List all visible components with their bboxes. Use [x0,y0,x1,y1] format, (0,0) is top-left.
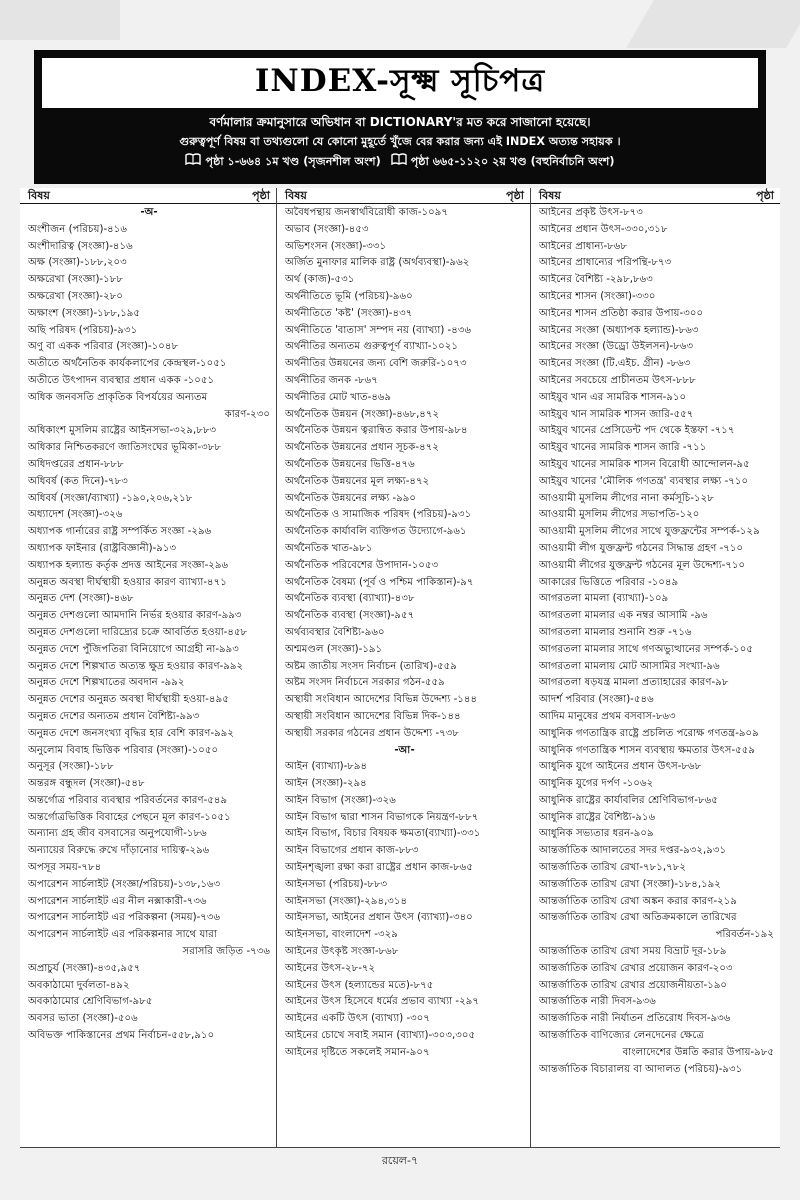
part-2-range [391,152,615,172]
index-entry: অবসর ভাতা (সংজ্ঞা)-৫০৬ [28,1013,138,1025]
index-entry: আইন বিভাগ দ্বারা শাসন বিভাগকে নিয়ন্ত্রণ-৮৮৭ [285,811,479,823]
index-entry: অর্থনৈতিক কার্যাবলি ব্যক্তিগত উদ্যোগে-৯৬১ [285,526,467,538]
index-entry: অপারেশন সার্চলাইট এর পরিকল্পনা (সময়)-৭৩৬ [28,912,221,924]
header-page-ranges [42,152,758,172]
index-entry: অর্থনৈতিক খাত-৯৮১ [285,542,373,554]
index-entry: আইনের সংজ্ঞা (অধ্যাপক হল্যান্ড)-৮৬৩ [539,324,699,336]
index-entry: আন্তর্জাতিক তারিখ রেখা সময় বিভ্রাট দূর-১৮৯ [539,946,727,958]
index-entry: আইন (ব্যাখ্যা)-৮৯৪ [285,761,368,773]
index-entry: অধিবর্ষ (কত দিনে)-৭৮৩ [28,475,128,487]
index-entry: অভিশংসন (সংজ্ঞা)-৩৩১ [285,240,387,252]
index-entry: অর্জিত মুনাফার মালিক রাষ্ট্র (অর্থব্যবস্থা)-৯৬২ [285,257,470,269]
index-entry: আন্তর্জাতিক তারিখ রেখা (সংজ্ঞা)-১৮৪,১৯২ [539,878,721,890]
index-entry: অর্থনৈতিক ব্যবস্থা (সংজ্ঞা)-৯৫৭ [285,610,415,622]
index-entry: অর্থনীতির জনক -৮৬৭ [285,374,378,386]
index-entry: আইনের প্রাধান্যের পরিপন্থি-৮৭৩ [539,257,672,269]
index-entry: সরাসরি জড়িত -৭৩৬ [182,946,270,958]
index-entry: অর্থনৈতিক উন্নয়ন ত্বরান্বিত করার উপায়-৯৮৪ [285,425,468,437]
index-entry: অর্থনৈতিক উন্নয়নের প্রধান সূচক-৪৭২ [285,442,439,454]
index-entry: আধুনিক যুগে আইনের প্রধান উৎস-৮৬৮ [539,761,702,773]
index-entry: অর্থনৈতিক উন্নয়নের মূল লক্ষ্য-৪৭২ [285,475,430,487]
index-entry: অর্থনৈতিক পরিবেশের উপাদান-১০৫৩ [285,559,439,571]
index-entry: অধিবর্ষ (সংজ্ঞা/ব্যাখ্যা) -১৯০,২০৬,২১৮ [28,492,193,504]
index-entry: আওয়ামী লীগের যুক্তফ্রন্ট গঠনের মূল উদ্দেশ্য-৭১০ [539,559,746,571]
section-letter-heading: -আ- [394,744,415,756]
index-entry: অবিভক্ত পাকিস্তানের প্রথম নির্বাচন-৫৫৮,৯১০ [28,1030,215,1042]
background-shape [626,0,800,48]
index-entry: অর্থ (কাজ)-৫৩১ [285,274,355,286]
index-entry: অপারেশন সার্চলাইট এর নীল নক্সাকারী-৭৩৬ [28,895,207,907]
index-entry: আওয়ামী লীগ যুক্তফ্রন্ট গঠনের সিদ্ধান্ত গ্রহণ -৭১০ [539,542,744,554]
index-entry: আন্তর্জাতিক নারী নির্যাতন প্রতিরোধ দিবস-৯৩৬ [539,1013,731,1025]
index-entry: আদিম মানুষের প্রথম বসবাস-৮৬৩ [539,710,676,722]
index-entry: অনুন্নত দেশের অন্যতম প্রধান বৈশিষ্ট্য-৯৯৩ [28,710,200,722]
index-entry: আন্তর্জাতিক বিচারালয় বা আদালত (পরিচয়)-৯৩১ [539,1063,743,1075]
index-entry: অর্থনীতির উন্নয়নের জন্য বেশি জরুরি-১০৭৩ [285,358,467,370]
index-entry: আদর্শ পরিবার (সংজ্ঞা)-৫৪৬ [539,694,654,706]
index-entry: আন্তর্জাতিক তারিখ রেখা অতিক্রমকালে তারিখের [539,912,737,924]
index-entry: আইয়ুব খানের প্রেসিডেন্ট পদ থেকে ইস্তফা -৭১৭ [539,425,735,437]
index-entry: আইনের উৎস-২৮-৭২ [285,962,376,974]
index-entry: অর্থনীতির অন্যতম গুরুত্বপূর্ণ ব্যাখ্যা-১০২১ [285,341,458,353]
index-entry: অধিদপ্তরের প্রধান-৮৮৮ [28,458,124,470]
index-entry: আন্তর্জাতিক আদালতের সদর দপ্তর-৯৩২,৯৩১ [539,845,727,857]
index-entry: অতীতে অর্থনৈতিক কার্যকলাপের কেন্দ্রস্থল-১০৫১ [28,358,227,370]
index-entry: অবৈধপন্থায় জনস্বার্থবিরোধী কাজ-১০৯৭ [285,207,448,218]
index-entry: আন্তর্জাতিক নারী দিবস-৯৩৬ [539,996,656,1008]
index-entry: আওয়ামী মুসলিম লীগের সাথে যুক্তফ্রন্টের সম্পর্ক-১২৯ [539,526,760,538]
index-entry: অণু বা একক পরিবার (সংজ্ঞা)-১০৪৮ [28,341,179,353]
index-entry: আইনের উৎস (হল্যান্ডের মতে)-৮৭৫ [285,979,434,991]
open-book-icon [391,152,407,172]
index-entry: আধুনিক সভ্যতার ধরন-৯০৯ [539,828,654,840]
index-columns [0,188,800,1148]
index-entry: অধিকাংশ মুসলিম রাষ্ট্রের আইনসভা-৩২৯,৮৮৩ [28,425,217,437]
index-entry: আইনের উৎস হিসেবে ধর্মের প্রভাব ব্যাখ্যা -২৯৭ [285,996,479,1008]
index-entry: আধুনিক যুগের দর্পণ -১০৬২ [539,778,654,790]
index-entry: অর্থনৈতিক উন্নয়নের লক্ষ্য -৯৯০ [285,492,417,504]
index-entry: অনুন্নত অবস্থা দীর্ঘস্থায়ী হওয়ার কারণ ব্যাখ্যা-৪৭১ [28,576,227,588]
index-entry: অবকাঠামো দুর্বলতা-৪৯২ [28,979,130,991]
index-column-2 [276,188,530,1148]
index-entry: আগরতলা মামলা (ব্যাখ্যা)-১০৯ [539,593,669,605]
index-entry: অংশীজন (পরিচয়)-৪১৬ [28,223,127,235]
index-entry: অর্থনীতিতে 'কষ্ট' (সংজ্ঞা)-৪৩৭ [285,307,413,319]
index-entry: অধিক জনবসতি প্রাকৃতিক বিপর্যয়ের অন্যতম [28,391,208,403]
column-header [277,188,530,204]
index-entry: বাংলাদেশের উন্নতি করার উপায়-৯৮৫ [622,1046,774,1058]
index-entry: অষ্টম সংসদ নির্বাচনে সরকার গঠন-৫৫৯ [285,677,445,689]
column-header-page: পৃষ্ঠা [506,189,524,202]
index-entry: আইয়ুব খান এর সামরিক শাসন-৯১০ [539,391,687,403]
index-entry: আইনসভা, আইনের প্রধান উৎস (ব্যাখ্যা)-৩৪০ [285,912,473,924]
index-column-1 [20,188,276,1148]
index-entry: অর্থব্যবস্থার বৈশিষ্ট্য-৯৬০ [285,626,385,638]
index-entry: আধুনিক রাষ্ট্রের বৈশিষ্ট্য-৯১৬ [539,811,656,823]
index-entry: অধ্যাপক ফাইনার (রাষ্ট্রবিজ্ঞানী)-৯১৩ [28,542,177,554]
index-entry: আইনের একটি উৎস (ব্যাখ্যা) -৩০৭ [285,1013,431,1025]
entry-list [20,204,276,1045]
index-entry: অনুন্নত দেশের অনুন্নত অবস্থা দীর্ঘস্থায়ী হওয়া-৪৯৫ [28,694,229,706]
index-entry: অক্ষ (সংজ্ঞা)-১৮৮,২০৩ [28,257,127,269]
index-entry: অর্থনৈতিক ব্যবস্থা (ব্যাখ্যা)-৪৩৮ [285,593,415,605]
index-entry: পরিবর্তন-১৯২ [715,929,774,941]
header-line-2: গুরুত্বপূর্ণ বিষয় বা তথ্যগুলো যে কোনো মুহূর্তে খুঁজে বের করার জন্য এই INDEX অত্যন্ত সহায়ক । [179,135,621,148]
index-entry: আগরতলা মামলার শুনানি শুরু -৭১৬ [539,626,692,638]
index-entry: অনুন্নত দেশগুলো আমদানি নির্ভর হওয়ার কারণ-৯৯৩ [28,610,242,622]
index-entry: অধ্যাপক হল্যান্ড কর্তৃক প্রদত্ত আইনের সংজ্ঞা-২৯৬ [28,559,229,571]
background-shape [0,0,120,40]
index-entry: আওয়ামী মুসলিম লীগের সভাপতি-১২০ [539,509,700,521]
index-entry: অধ্যাদেশ (সংজ্ঞা)-৩২৬ [28,509,123,521]
index-entry: আন্তর্জাতিক তারিখ রেখা অঙ্কন করার কারণ-২১৯ [539,895,737,907]
column-header-subject: বিষয় [28,189,50,202]
index-entry: আইনসভা (সংজ্ঞা)-২৯৪,৩১৪ [285,895,408,907]
index-entry: আন্তর্জাতিক তারিখ রেখা-৭৮১,৭৮২ [539,862,686,874]
index-entry: আইয়ুব খান সামরিক শাসন জারি-৫৫৭ [539,408,694,420]
index-entry: অনুন্নত দেশে শিল্পখাতের অবদান -৯৯২ [28,677,185,689]
index-entry: আন্তর্জাতিক বাণিজ্যের লেনদেনের ক্ষেত্রে [539,1030,704,1042]
index-entry: অংশীদারিত্ব (সংজ্ঞা)-৪১৬ [28,240,133,252]
column-header-subject: বিষয় [285,189,307,202]
entry-list [531,204,780,1078]
index-entry: অবকাঠামোর শ্রেণিবিভাগ-৯৮৫ [28,996,153,1008]
index-entry: অস্থায়ী সরকার গঠনের প্রধান উদ্দেশ্য -৭৩৮ [285,727,459,739]
index-entry: আগরতলা মামলার এক নম্বর আসামি -৯৬ [539,610,708,622]
index-entry: আন্তর্জাতিক তারিখ রেখার প্রয়োজন কারণ-২০৩ [539,962,733,974]
index-entry: অপারেশন সার্চলাইট এর পরিকল্পনার সাথে যারা [28,929,217,941]
index-entry: অভাব (সংজ্ঞা)-৪৫৩ [285,223,369,235]
index-entry: অন্যায়ের বিরুদ্ধে রুখে দাঁড়ানোর দায়িত্ব-২৯৬ [28,845,210,857]
index-column-3 [530,188,780,1148]
part-1-range [185,152,380,172]
index-entry: অধিকার নিশ্চিতকরণে জাতিসংঘের ভূমিকা-৩৮৮ [28,442,221,454]
index-entry: আকারের ভিত্তিতে পরিবার -১০৪৯ [539,576,679,588]
column-header-subject: বিষয় [539,189,561,202]
index-entry: অতীতে উৎপাদন ব্যবস্থার প্রধান একক -১০৫১ [28,374,215,386]
index-entry: আইনের দৃষ্টিতে সকলেই সমান-৯০৭ [285,1046,430,1058]
footer-rule [20,1147,780,1148]
column-header [531,188,780,204]
index-entry: অর্থনৈতিক বৈষম্য (পূর্ব ও পশ্চিম পাকিস্তান)-৯৭ [285,576,474,588]
index-entry: আইনশৃঙ্খলা রক্ষা করা রাষ্ট্রের প্রধান কাজ-৮৬৫ [285,862,473,874]
index-entry: অর্থনৈতিক উন্নয়ন (সংজ্ঞা)-৪৬৮,৪৭২ [285,408,440,420]
index-entry: আগরতলা মামলার সাথে গণঅভ্যুত্থানের সম্পর্ক-১০৫ [539,643,754,655]
index-entry: অর্থনীতির মোট খাত-৪৬৯ [285,391,392,403]
index-entry: আইনের চোখে সবাই সমান (ব্যাখ্যা)-৩০৩,৩০৫ [285,1030,476,1042]
index-entry: আইনসভা, বাংলাদেশ -৩২৯ [285,929,398,941]
index-entry: অছি পরিষদ (পরিচয়)-৯৩১ [28,324,138,336]
index-entry: আইন (সংজ্ঞা)-২৯৪ [285,778,367,790]
index-entry: আইনের সংজ্ঞা (উড্রো উইলসন)-৮৬৩ [539,341,694,353]
column-header-page: পৃষ্ঠা [756,189,774,202]
index-entry: অক্ষরেখা (সংজ্ঞা)-২৮০ [28,290,123,302]
column-header-page: পৃষ্ঠা [252,189,270,202]
index-entry: অর্থনীতিতে 'বাতাস' সম্পদ নয় (ব্যাখ্যা) -৪৩৬ [285,324,472,336]
index-entry: অষ্টম জাতীয় সংসদ নির্বাচন (তারিখ)-৫৫৯ [285,660,457,672]
index-entry: আইয়ুব খানের সামরিক শাসন বিরোধী আন্দোলন-৯৫ [539,458,750,470]
index-entry: আধুনিক গণতান্ত্রিক রাষ্ট্রে প্রচলিত পরোক্ষ গণতন্ত্র-৯০৯ [539,727,759,739]
index-entry: আইনের সবচেয়ে প্রাচীনতম উৎস-৮৮৮ [539,374,696,386]
index-entry: আধুনিক রাষ্ট্রের কার্যাবলির শ্রেণিবিভাগ-৮৬৫ [539,794,718,806]
index-entry: অনুন্নত দেশ (সংজ্ঞা)-৪৬৮ [28,593,134,605]
index-entry: অস্থায়ী সংবিধান আদেশের বিভিন্ন উদ্দেশ্য -১৪৪ [285,694,478,706]
index-entry: আইনের প্রধান উৎস-৩৩০,৩১৮ [539,223,668,235]
index-entry: অধ্যাপক গার্নারের রাষ্ট্র সম্পর্কিত সংজ্ঞা -২৯৬ [28,526,212,538]
index-entry: আইয়ুব খানের সামরিক শাসন জারি -৭১১ [539,442,707,454]
index-entry: আগরতলা মামলায় মোট আসামির সংখ্যা-৯৬ [539,660,720,672]
index-entry: অর্থনীতিতে ভূমি (পরিচয়)-৯৬০ [285,290,413,302]
index-entry: কারণ-২৩০ [224,408,270,420]
page-title: INDEX-সূক্ষ্ম সূচিপত্র [254,63,546,99]
index-entry: অনুন্নত দেশে জনসংখ্যা বৃদ্ধির হার বেশি কারণ-৯৯২ [28,727,234,739]
index-entry: আইন বিভাগ (সংজ্ঞা)-৩২৬ [285,794,396,806]
index-entry: অক্ষরেখা (সংজ্ঞা)-১৮৮ [28,274,123,286]
index-entry: অন্তরঙ্গ বন্ধুদল (সংজ্ঞা)-৫৪৮ [28,778,145,790]
index-entry: আইয়ুব খানের 'মৌলিক গণতন্ত্র' ব্যবস্থার লক্ষ্য -৭১০ [539,475,749,487]
header-line-1: বর্ণমালার ক্রমানুসারে অভিধান বা DICTIONARY'র মত করে সাজানো হয়েছে। [209,115,591,129]
index-entry: আইন বিভাগের প্রধান কাজ-৮৮৩ [285,845,419,857]
index-entry: আইনের শাসন প্রতিষ্ঠা করার উপায়-৩০০ [539,307,704,319]
index-entry: অনুন্নত দেশে শিল্পখাত অত্যন্ত ক্ষুদ্র হওয়ার কারণ-৯৯২ [28,660,244,672]
index-entry: আধুনিক গণতান্ত্রিক শাসন ব্যবস্থায় ক্ষমতার উৎস-৫৫৯ [539,744,755,756]
index-entry: অন্তর্গোত্রভিত্তিক বিবাহের পেছনে মূল কারণ-১০৫১ [28,811,231,823]
index-header-banner [34,50,766,184]
open-book-icon [185,152,201,172]
index-entry: আওয়ামী মুসলিম লীগের নানা কর্মসূচি-১২৮ [539,492,714,504]
index-entry: আইনসভা (পরিচয়)-৮৮৩ [285,878,388,890]
index-entry: অন্যান্য গ্রহ জীব বসবাসের অনুপযোগী-১৮৬ [28,828,207,840]
part-2-label: পৃষ্ঠা ৬৬৫-১১২০ ২য় খণ্ড (বহুনির্বাচনি অংশ) [410,155,615,168]
index-entry: আইনের প্রাধান্য-৮৬৮ [539,240,627,252]
index-entry: অনুসূর (সংজ্ঞা)-১৮৮ [28,761,114,773]
index-entry: আইনের উৎকৃষ্ট সংজ্ঞা-৮৬৮ [285,946,399,958]
page-footer-label: রয়েল-৭ [381,1154,419,1167]
index-entry: আগরতলা ষড়যন্ত্র মামলা প্রত্যাহারের কারণ-৯৮ [539,677,729,689]
index-entry: অন্তর্গোত্র পরিবার ব্যবস্থার পরিবর্তনের কারণ-৫৪৯ [28,794,228,806]
title-box [42,58,758,108]
entry-list [277,204,530,1062]
index-entry: অর্থনৈতিক উন্নয়নের ভিত্তি-৪৭৬ [285,458,415,470]
index-entry: অশ্মমণ্ডল (সংজ্ঞা)-১৯১ [285,643,383,655]
section-letter-heading: -অ- [140,207,158,218]
index-entry: অনুলোম বিবাহ ভিত্তিক পরিবার (সংজ্ঞা)-১০৫০ [28,744,219,756]
index-entry: আইনের প্রকৃষ্ট উৎস-৮৭৩ [539,207,643,218]
index-entry: আইনের সংজ্ঞা (টি.এইচ. গ্রীন) -৮৬৩ [539,358,691,370]
index-entry: অনুন্নত দেশগুলো দারিদ্র্যের চক্রে আবর্তিত হওয়া-৪৫৮ [28,626,248,638]
index-entry: অস্থায়ী সংবিধান আদেশের বিভিন্ন দিক-১৪৪ [285,710,461,722]
index-entry: অপসূর সময়-৭৮৪ [28,862,102,874]
index-entry: অর্থনৈতিক ও সামাজিক পরিষদ (পরিচয়)-৯৩১ [285,509,472,521]
index-entry: আন্তর্জাতিক তারিখ রেখার প্রয়োজনীয়তা-১৯০ [539,979,728,991]
column-header [20,188,276,204]
index-entry: আইনের বৈশিষ্ট্য -২৯৮,৮৬৩ [539,274,653,286]
index-entry: অনুন্নত দেশে পুঁজিপতিরা বিনিয়োগে আগ্রহী না-৯৯৩ [28,643,239,655]
index-entry: আইনের শাসন (সংজ্ঞা)-৩৩০ [539,290,656,302]
index-entry: অক্ষাংশ (সংজ্ঞা)-১৮৮,১৯৫ [28,307,141,319]
index-entry: আইন বিভাগ, বিচার বিষয়ক ক্ষমতা(ব্যাখ্যা)-৩৩১ [285,828,481,840]
index-entry: অপারেশন সার্চলাইট (সংজ্ঞা/পরিচয়)-১৩৮,১৬৩ [28,878,221,890]
part-1-label: পৃষ্ঠা ১-৬৬৪ ১ম খণ্ড (সৃজনশীল অংশ) [205,155,381,168]
index-entry: অপ্রাচুর্য (সংজ্ঞা)-৪৩৫,৯৫৭ [28,962,141,974]
